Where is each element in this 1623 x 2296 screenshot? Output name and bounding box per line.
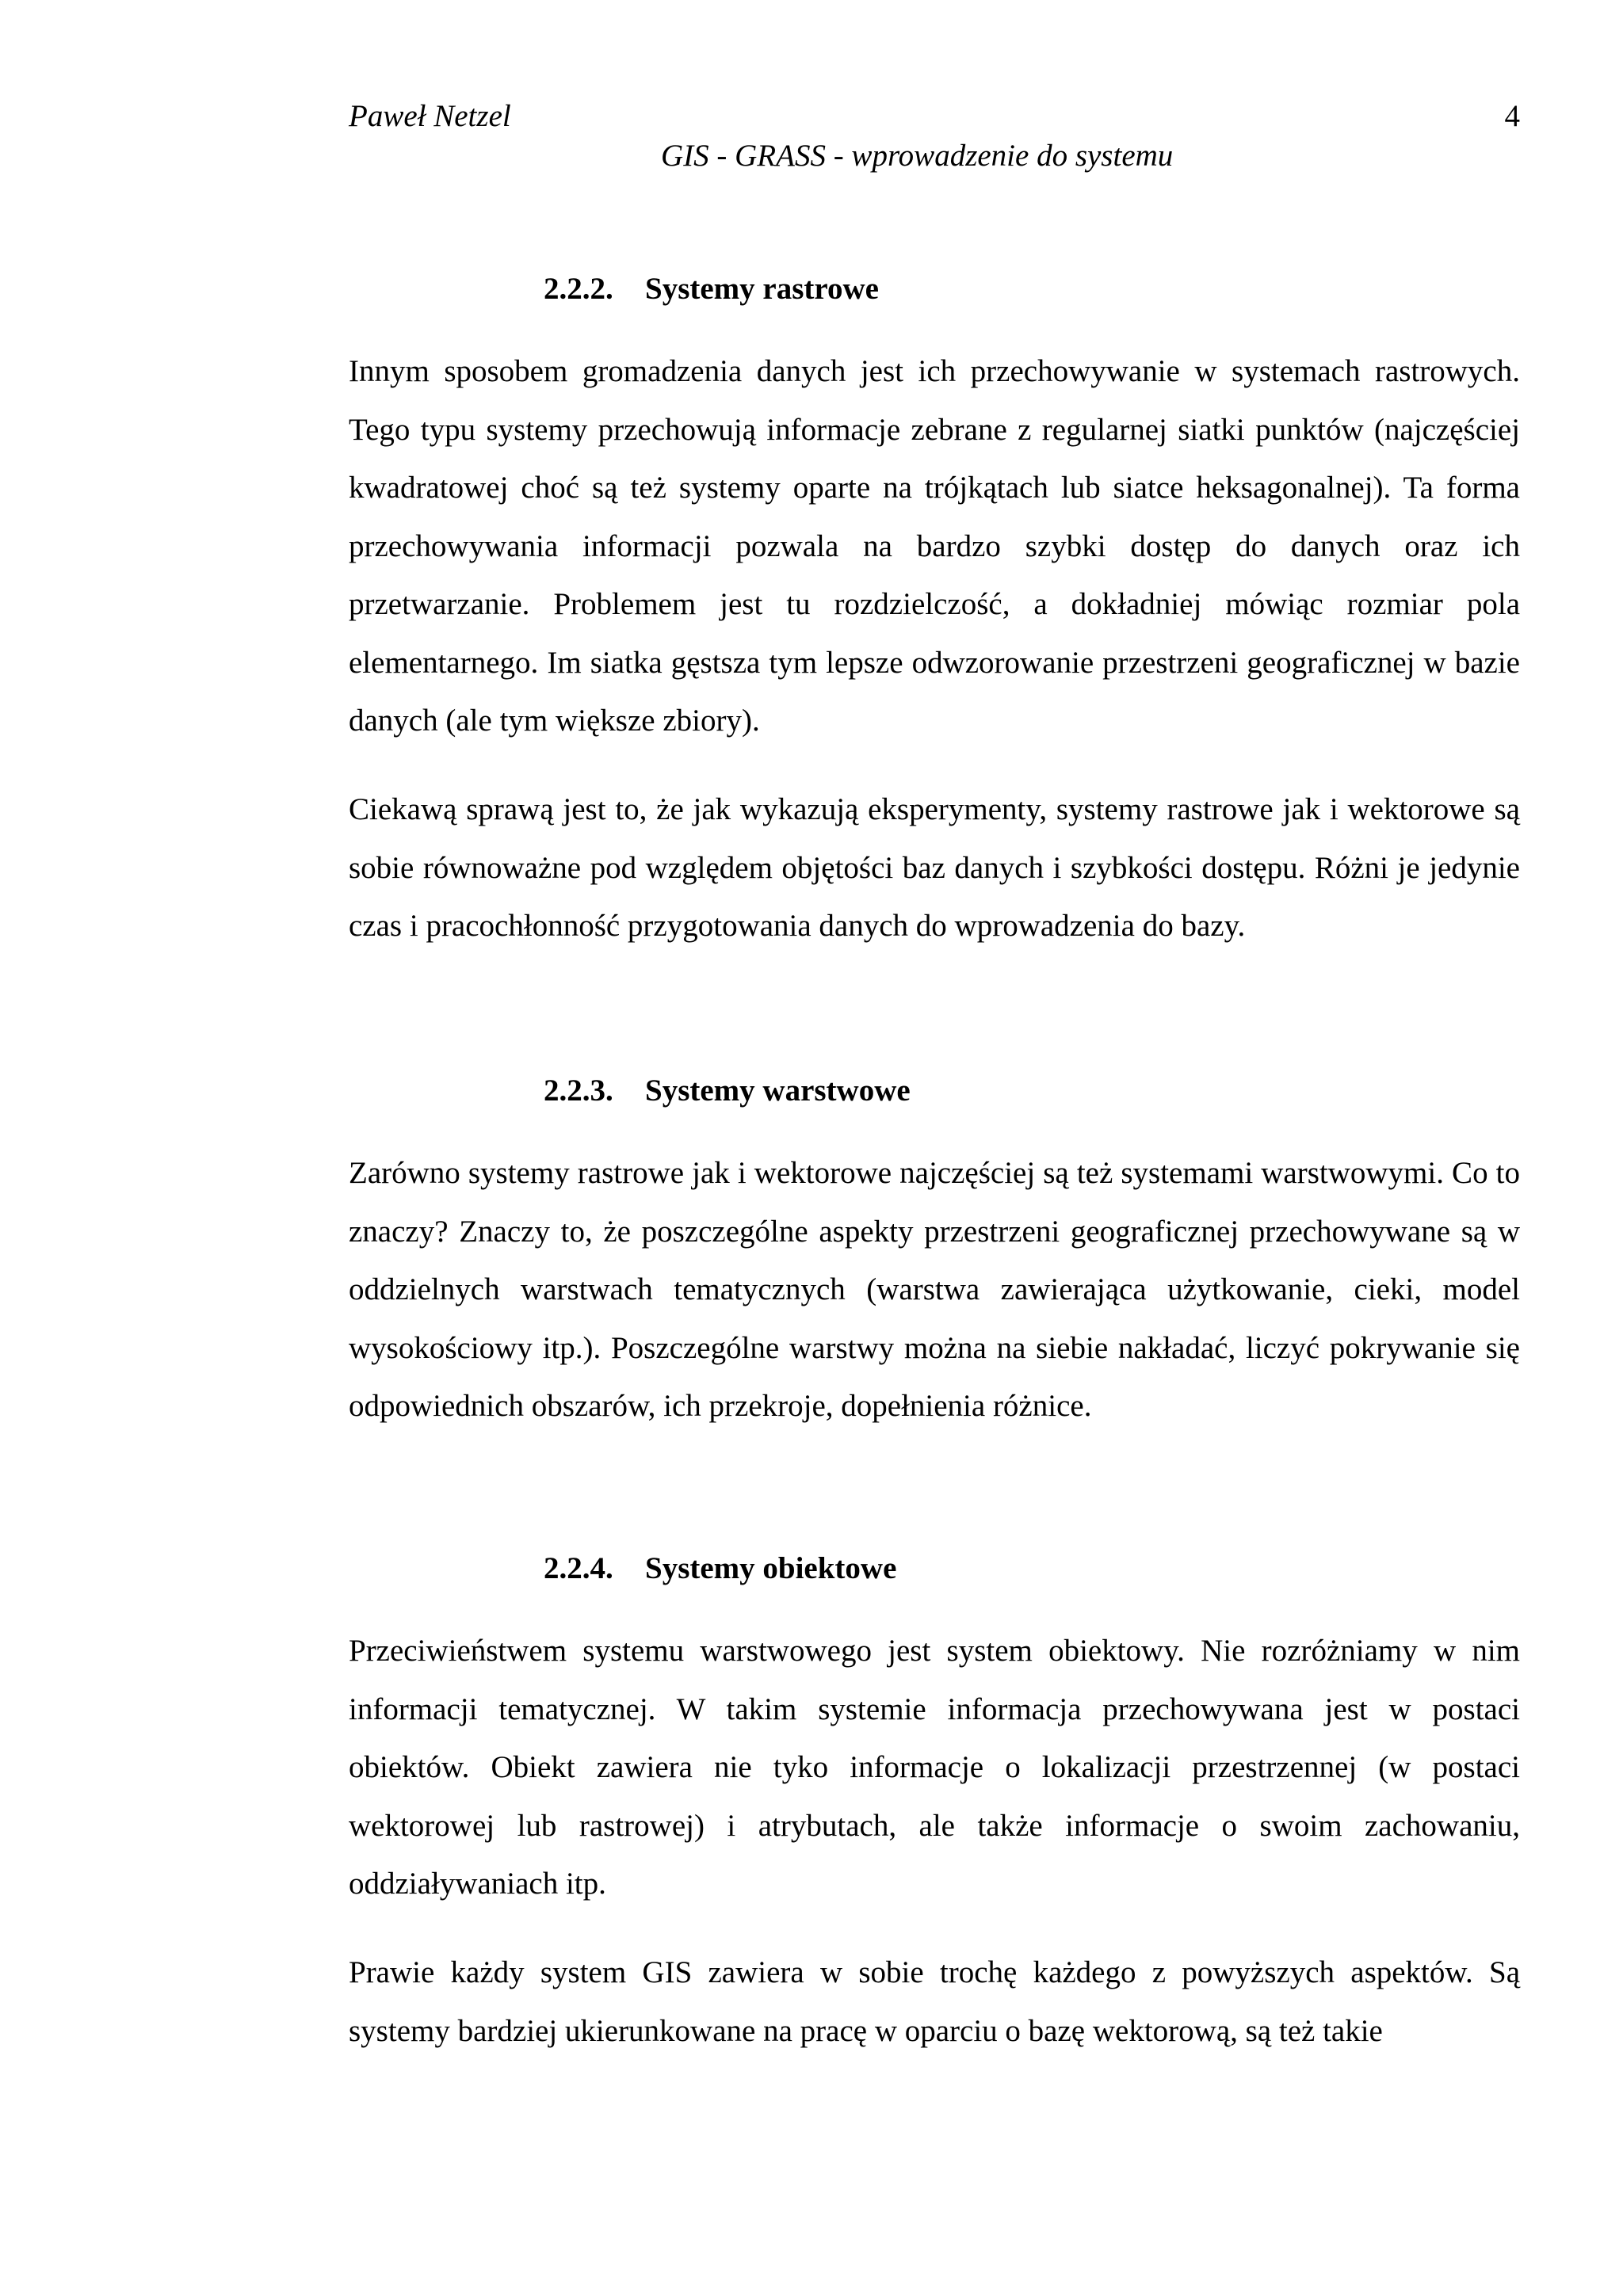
page-number: 4 <box>1504 99 1520 133</box>
section-title: Systemy rastrowe <box>645 272 879 306</box>
header-author: Paweł Netzel <box>349 99 511 133</box>
section-heading-obiektowe <box>544 1549 896 1589</box>
section-title: Systemy warstwowe <box>645 1074 911 1108</box>
section-heading-rastrowe <box>544 269 879 309</box>
section-number: 2.2.3. <box>544 1074 613 1108</box>
section-number: 2.2.4. <box>544 1551 613 1585</box>
paragraph: Ciekawą sprawą jest to, że jak wykazują eksperymenty, systemy rastrowe jak i wektorowe są sobie równoważne pod względem objętości baz danych i szybkości dostępu. Różni je jedynie czas i pracochłonność przygotowania danych do wprowadzenia do bazy. <box>349 792 1520 943</box>
paragraph: Przeciwieństwem systemu warstwowego jest system obiektowy. Nie rozróżniamy w nim informacji tematycznej. W takim systemie informacja przechowywana jest w postaci obiektów. Obiekt zawiera nie tyko informacje o lokalizacji przestrzennej (w postaci wektorowej lub rastrowej) i atrybutach, ale także informacje o swoim zachowaniu, oddziaływaniach itp. <box>349 1634 1520 1901</box>
section-title: Systemy obiektowe <box>645 1551 897 1585</box>
section-heading-warstwowe <box>544 1071 911 1111</box>
paragraph: Innym sposobem gromadzenia danych jest ich przechowywanie w systemach rastrowych. Tego typu systemy przechowują informacje zebrane z regularnej siatki punktów (najczęściej kwadratowej choć są też systemy oparte na trójkątach lub siatce heksagonalnej). Ta forma przechowywania informacji pozwala na bardzo szybki dostęp do danych oraz ich przetwarzanie. Problemem jest tu rozdzielczość, a dokładniej mówiąc rozmiar pola elementarnego. Im siatka gęstsza tym lepsze odwzorowanie przestrzeni geograficznej w bazie danych (ale tym większe zbiory). <box>349 354 1520 738</box>
paragraph: Prawie każdy system GIS zawiera w sobie trochę każdego z powyższych aspektów. Są systemy bardziej ukierunkowane na pracę w oparciu o bazę wektorową, są też takie <box>349 1955 1520 2048</box>
section-number: 2.2.2. <box>544 272 613 306</box>
paragraph: Zarówno systemy rastrowe jak i wektorowe najczęściej są też systemami warstwowymi. Co to znaczy? Znaczy to, że poszczególne aspekty przestrzeni geograficznej przechowywane są w oddzielnych warstwach tematycznych (warstwa zawierająca użytkowanie, cieki, model wysokościowy itp.). Poszczególne warstwy można na siebie nakładać, liczyć pokrywanie się odpowiednich obszarów, ich przekroje, dopełnienia różnice. <box>349 1156 1520 1423</box>
header-title: GIS - GRASS - wprowadzenie do systemu <box>661 139 1174 173</box>
